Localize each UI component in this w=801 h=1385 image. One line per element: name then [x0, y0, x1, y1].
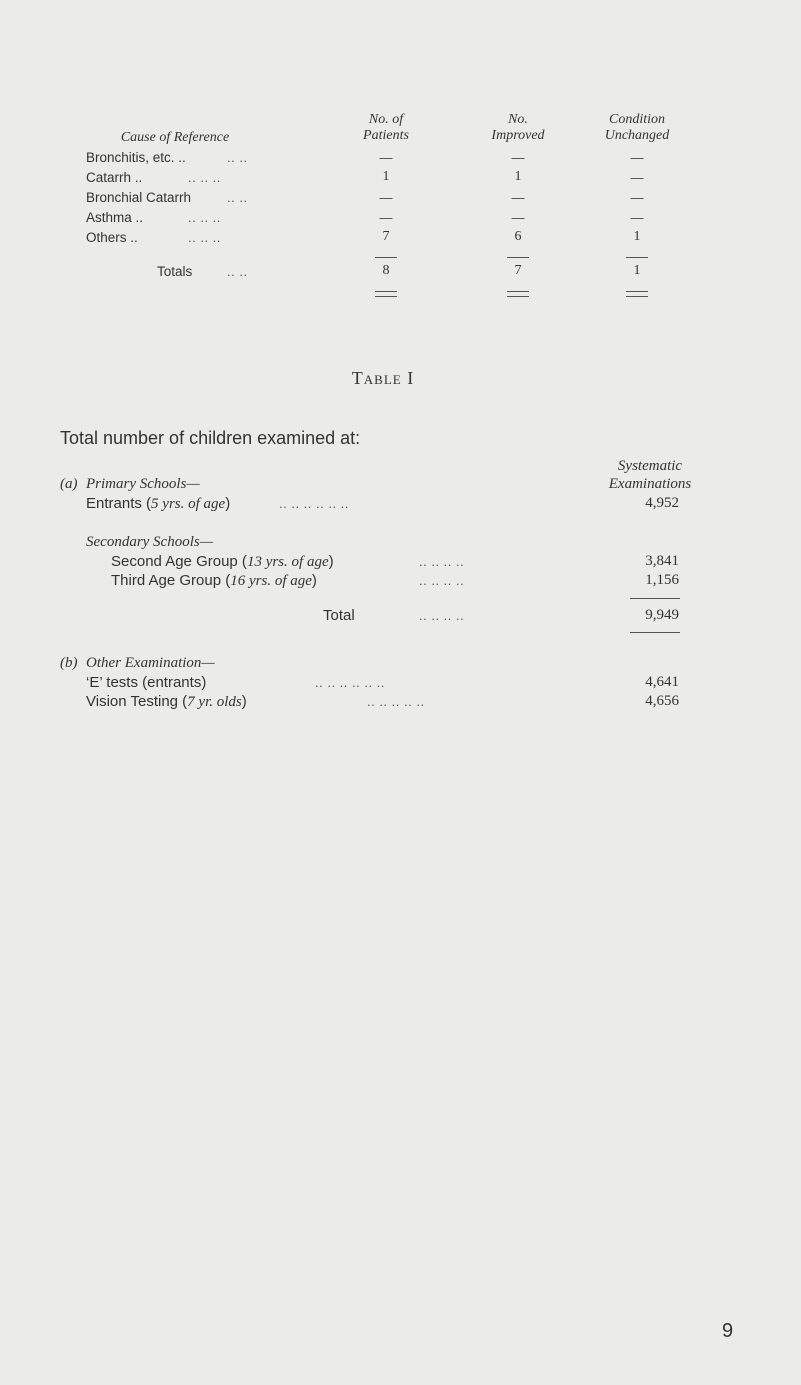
cell-improved: — — [511, 210, 525, 225]
row-leader-dots: .. .. .. — [188, 210, 221, 225]
row-leader-dots: .. .. .. — [188, 170, 221, 185]
row-label: Asthma .. — [86, 210, 144, 225]
cell-improved: — — [511, 190, 525, 205]
row-label: Vision Testing (7 yr. olds) — [86, 693, 247, 710]
page-number: 9 — [722, 1320, 734, 1342]
subtotal-rule — [507, 257, 529, 258]
total-patients: 8 — [382, 263, 390, 278]
row-label: Catarrh .. — [86, 170, 143, 185]
total-improved: 7 — [514, 263, 522, 278]
row-leader-dots: .. .. .. .. .. — [367, 694, 425, 709]
section-marker-b: (b) — [60, 655, 78, 671]
row-value: 3,841 — [645, 553, 679, 569]
cell-improved: — — [511, 150, 525, 165]
section-marker-a: (a) — [60, 476, 78, 492]
cell-unchanged: — — [630, 170, 644, 185]
subtotal-rule — [626, 257, 648, 258]
row-leader-dots: .. .. .. .. — [419, 554, 465, 569]
subtotal-rule — [375, 257, 397, 258]
row-label: Others .. — [86, 230, 138, 245]
row-label: Entrants (5 yrs. of age) — [86, 495, 231, 512]
row-value: 4,952 — [645, 495, 679, 511]
cell-unchanged: 1 — [633, 229, 641, 244]
header-condition-unchanged: Condition Unchanged — [604, 112, 670, 143]
total-double-rule — [626, 291, 648, 297]
cell-patients: 7 — [382, 229, 390, 244]
row-leader-dots: .. .. .. .. .. .. — [279, 496, 349, 511]
section-title-other-examination: Other Examination— — [86, 655, 215, 671]
cell-improved: 6 — [514, 229, 522, 244]
row-leader-dots: .. .. — [227, 190, 248, 205]
row-value: 4,656 — [645, 693, 679, 709]
row-label: Bronchial Catarrh — [86, 190, 192, 205]
row-label: Third Age Group (16 yrs. of age) — [111, 572, 317, 589]
row-label: ‘E’ tests (entrants) — [86, 674, 207, 691]
row-value: 4,641 — [645, 674, 679, 690]
subtotal-rule — [630, 598, 680, 599]
total-double-rule — [507, 291, 529, 297]
table-heading: Total number of children examined at: — [60, 428, 361, 448]
cell-patients: — — [379, 150, 393, 165]
cell-patients: — — [379, 190, 393, 205]
total-value: 9,949 — [645, 607, 679, 623]
totals-leader-dots: .. .. — [227, 264, 248, 279]
cell-patients: — — [379, 210, 393, 225]
cell-unchanged: — — [630, 210, 644, 225]
row-label: Second Age Group (13 yrs. of age) — [111, 553, 334, 570]
cell-patients: 1 — [382, 169, 390, 184]
total-leader-dots: .. .. .. .. — [419, 608, 465, 623]
cell-unchanged: — — [630, 190, 644, 205]
row-leader-dots: .. .. .. — [188, 230, 221, 245]
total-rule — [630, 632, 680, 633]
total-unchanged: 1 — [633, 263, 641, 278]
row-leader-dots: .. .. .. .. .. .. — [315, 675, 385, 690]
header-no-of-patients: No. of Patients — [363, 112, 409, 143]
header-systematic-examinations: Systematic Examinations — [608, 458, 692, 492]
row-leader-dots: .. .. .. .. — [419, 573, 465, 588]
row-value: 1,156 — [645, 572, 679, 588]
header-cause-of-reference: Cause of Reference — [120, 130, 230, 145]
cell-unchanged: — — [630, 150, 644, 165]
cell-improved: 1 — [514, 169, 522, 184]
totals-label: Totals — [157, 264, 193, 279]
header-no-improved: No. Improved — [491, 112, 545, 143]
table-title: Table I — [351, 368, 415, 388]
row-label: Bronchitis, etc. .. — [86, 150, 186, 165]
section-title-primary-schools: Primary Schools— — [86, 476, 200, 492]
total-double-rule — [375, 291, 397, 297]
section-title-secondary-schools: Secondary Schools— — [86, 534, 214, 550]
total-label: Total — [323, 607, 355, 624]
row-leader-dots: .. .. — [227, 150, 248, 165]
